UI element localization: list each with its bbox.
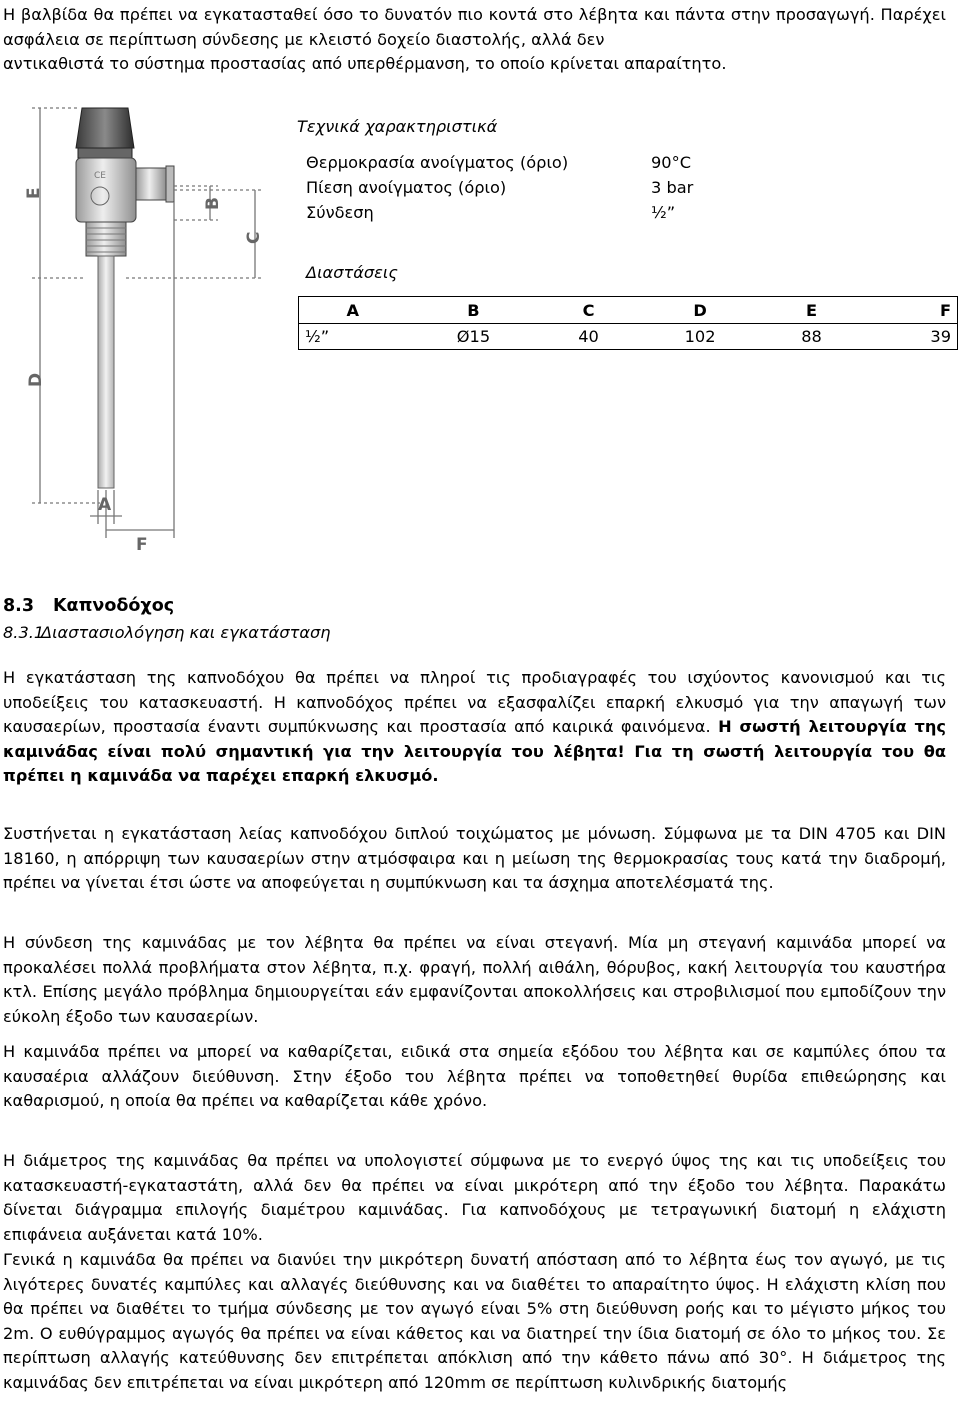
dim-label-a: A bbox=[98, 495, 112, 515]
paragraph-emphasis: Η σωστή λειτουργία της καμινάδας είναι πολύ σημαντική για την λειτουργία του λέβητα! Για τη σωστή λειτουργία του θα πρέπει η καμινάδα να παρέχει επαρκή ελκυσμό. bbox=[3, 717, 946, 786]
spec-value: 3 bar bbox=[651, 178, 694, 197]
paragraph-sealing: Η σύνδεση της καμινάδας με τον λέβητα θα πρέπει να είναι στεγανή. Μία μη στεγανή καμινάδα μπορεί να προκαλέσει πολλά προβλήματα στον λέβητα, π.χ. φραγή, πολλή αιθάλη, θόρυβος, κακή λειτουργία του καυστήρα κτλ. Επίσης μεγάλο πρόβλημα δημιουργείται εάν εμφανίζονται αποκολλήσεις και στροβιλισμοί που εμποδίζουν την εύκολη έξοδο των καυσαερίων. bbox=[3, 933, 946, 1026]
specs-title: Τεχνικά χαρακτηριστικά bbox=[297, 117, 498, 136]
spec-label: Πίεση ανοίγματος (όριο) bbox=[306, 178, 507, 197]
subsection-heading bbox=[3, 623, 331, 642]
dim-label-d: D bbox=[26, 372, 46, 387]
paragraph-insulation: Συστήνεται η εγκατάσταση λείας καπνοδόχου διπλού τοιχώματος με μόνωση. Σύμφωνα με τα DIN 4705 και DIN 18160, η απόρριψη των καυσαερίων στην ατμόσφαιρα και η μείωση της θερμοκρασίας τους κατά την διαδρομή, πρέπει να γίνεται έτσι ώστε να αποφεύγεται η συμπύκνωση και τα άσχημα αποτελέσματά της. bbox=[3, 824, 946, 893]
spec-row bbox=[306, 200, 958, 225]
section-heading bbox=[3, 596, 174, 616]
paragraph-routing: Γενικά η καμινάδα θα πρέπει να διανύει την μικρότερη δυνατή απόσταση από το λέβητα έως τον αγωγό, με τις λιγότερες δυνατές καμπύλες και αλλαγές διεύθυνσης και να διαθέτει το απαραίτητο ύψος. Η ελάχιστη κλίση που θα πρέπει να διαθέτει το τμήμα σύνδεσης με τον αγωγό είναι 5% στη διεύθυνση ροής και το μέγιστο μήκος του 2m. Ο ευθύγραμμος αγωγός θα πρέπει να είναι κάθετος και να διατηρεί την ίδια διατομή σε όλο το μήκος του. Σε περίπτωση αλλαγής κατεύθυνσης δεν επιτρέπεται απόκλιση από την κάθετο πάνω από 30°. Η διάμετρος της καμινάδας δεν επιτρέπεται να είναι μικρότερη από 120mm σε περίπτωση κυλινδρικής διατομής bbox=[3, 1250, 946, 1392]
valve-dimension-figure bbox=[0, 98, 300, 558]
spec-value: 90°C bbox=[651, 153, 691, 172]
paragraph-diameter: Η διάμετρος της καμινάδας θα πρέπει να υπολογιστεί σύμφωνα με το ενεργό ύψος της και τις υποδείξεις του κατασκευαστή-εγκαταστάτη, αλλά δεν θα πρέπει να είναι μικρότερη από την έξοδο του λέβητα. Παρακάτω δίνεται διάγραμμα επιλογής διαμέτρου καμινάδας. Για καπνοδόχους με τετραγωνική διατομή η ελάχιστη επιφάνεια αυξάνεται κατά 10%. bbox=[3, 1151, 946, 1244]
section-title: Καπνοδόχος bbox=[53, 596, 175, 616]
dim-header: B bbox=[407, 297, 541, 324]
dim-header: A bbox=[299, 297, 407, 324]
dim-header: D bbox=[637, 297, 764, 324]
dim-label-f: F bbox=[136, 535, 148, 555]
paragraph-text: Η εγκατάσταση της καπνοδόχου θα πρέπει να πληροί τις προδιαγραφές του ισχύοντος κανονισμού και τις υποδείξεις του κατασκευαστή. Η καπνοδόχος πρέπει να εξασφαλίζει επαρκή ελκυσμό για την απαγωγή των καυσαερίων, προστασία έναντι συμπύκνωσης και προστασία από καιρικά φαινόμενα. bbox=[3, 668, 946, 737]
dim-value: 40 bbox=[578, 327, 599, 346]
dim-label-e: E bbox=[24, 187, 44, 199]
dimensions-title: Διαστάσεις bbox=[306, 263, 398, 282]
intro-paragraph bbox=[3, 3, 946, 52]
paragraph-chimney-requirements bbox=[3, 666, 946, 789]
technical-specs bbox=[297, 112, 958, 225]
dim-header: F bbox=[860, 297, 958, 324]
dim-header: C bbox=[540, 297, 636, 324]
subsection-title: Διαστασιολόγηση και εγκατάσταση bbox=[41, 623, 331, 642]
dimensions-value-row bbox=[299, 324, 958, 350]
spec-value: ½” bbox=[651, 203, 676, 222]
dim-label-b: B bbox=[203, 197, 223, 210]
dim-value: ½” bbox=[305, 327, 330, 346]
svg-text:CE: CE bbox=[94, 171, 106, 181]
paragraph-cleaning: Η καμινάδα πρέπει να μπορεί να καθαρίζεται, ειδικά στα σημεία εξόδου του λέβητα και σε καμπύλες όπου τα καυσαέρια αλλάζουν διεύθυνση. Στην έξοδο του λέβητα πρέπει να τοποθετηθεί θυρίδα επιθεώρησης και καθαρισμού, η οποία θα πρέπει να καθαρίζεται κάθε χρόνο. bbox=[3, 1042, 946, 1111]
dimensions-table bbox=[298, 296, 958, 350]
dim-value: 102 bbox=[684, 327, 716, 346]
intro-text: Η βαλβίδα θα πρέπει να εγκατασταθεί όσο το δυνατόν πιο κοντά στο λέβητα και πάντα στην προσαγωγή. Παρέχει ασφάλεια σε περίπτωση σύνδεσης με κλειστό δοχείο διαστολής, αλλά δεν bbox=[3, 5, 946, 49]
dim-value: 88 bbox=[801, 327, 822, 346]
spec-row bbox=[306, 175, 958, 200]
section-number: 8.3 bbox=[3, 596, 35, 616]
dimensions-header-row bbox=[299, 297, 958, 324]
spec-label: Σύνδεση bbox=[306, 203, 374, 222]
intro-last-line bbox=[3, 52, 946, 77]
spec-row bbox=[306, 150, 958, 175]
dim-value: Ø15 bbox=[456, 327, 491, 346]
dim-label-c: C bbox=[244, 231, 264, 244]
intro-last-text: αντικαθιστά το σύστημα προστασίας από υπερθέρμανση, το οποίο κρίνεται απαραίτητο. bbox=[3, 54, 727, 73]
subsection-number: 8.3.1 bbox=[3, 623, 45, 642]
valve-drawing bbox=[76, 108, 174, 488]
dim-value: 39 bbox=[930, 327, 951, 346]
spec-label: Θερμοκρασία ανοίγματος (όριο) bbox=[306, 153, 569, 172]
dim-header: E bbox=[763, 297, 859, 324]
